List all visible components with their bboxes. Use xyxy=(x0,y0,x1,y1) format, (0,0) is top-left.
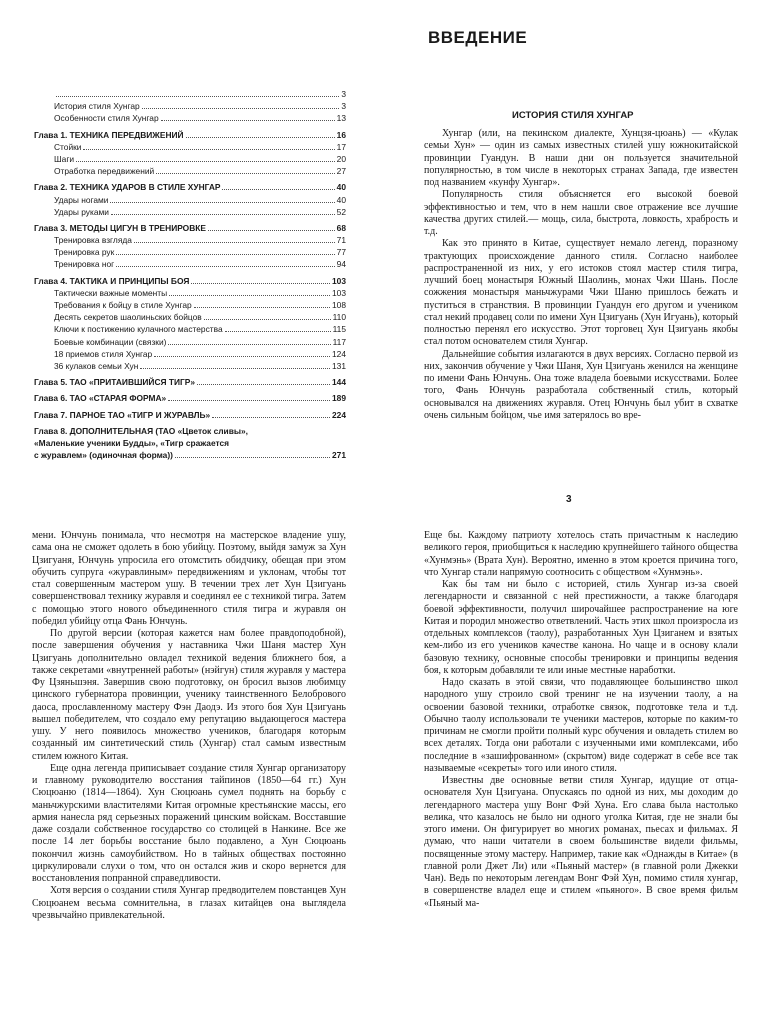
toc-entry-page: 77 xyxy=(336,247,346,258)
toc-entry-page: 103 xyxy=(332,287,346,298)
paragraph: Хотя версия о создании стиля Хунгар предводителем повстанцев Хун Сюцюанем весьма сомнительна, в глазах китайцев она выглядела чрезвычайно привлекательной. xyxy=(32,885,346,921)
toc-entry xyxy=(34,336,346,348)
toc-entry-label: Удары ногами xyxy=(54,194,109,205)
toc-entry xyxy=(34,258,346,270)
toc-entry-label: Глава 4. ТАКТИКА И ПРИНЦИПЫ БОЯ xyxy=(34,275,190,286)
toc-chapter-8 xyxy=(34,425,346,462)
toc-chapter xyxy=(34,409,346,421)
toc-chapter xyxy=(34,129,346,141)
toc-entry-label: Глава 3. МЕТОДЫ ЦИГУН В ТРЕНИРОВКЕ xyxy=(34,222,206,233)
toc-entry xyxy=(34,323,346,335)
toc-entry xyxy=(34,100,346,112)
toc-entry xyxy=(34,141,346,153)
toc-dots xyxy=(142,108,340,109)
text-column-lower-right xyxy=(424,530,738,910)
toc-entry xyxy=(34,287,346,299)
table-of-contents xyxy=(34,88,346,461)
toc-entry-label: Тренировка ног xyxy=(54,259,115,270)
paragraph: мени. Юнчунь понимала, что несмотря на мастерское владение ушу, сама она не сможет одолеть в бою убийцу. Поэтому, выйдя замуж за Хун Цзигуаня, Юнчунь упросила его отомстить обидчику, обещая при этом обучить супруга «журавлиным» передвижениям и уклонам, чтобы тот стал совершенным мастером ушу. В течении трех лет Хун Цзигуань совершенствовал технику журавля и соединял ее с техникой тигра. Затем с помощью этого нового объединенного стиля тигра и журавля он победил убийцу отца Фань Юнчунь. xyxy=(32,530,346,627)
toc-entry xyxy=(34,206,346,218)
toc-entry-page: 52 xyxy=(336,206,346,217)
toc-entry-label: Стойки xyxy=(54,141,82,152)
toc-entry-label-line1: Глава 8. ДОПОЛНИТЕЛЬНАЯ (ТАО «Цветок сливы», xyxy=(34,425,248,436)
toc-chapter xyxy=(34,376,346,388)
toc-chapter xyxy=(34,275,346,287)
toc-dots xyxy=(83,149,334,150)
toc-entry-label: Боевые комбинации (связки) xyxy=(54,336,167,347)
page-number: 3 xyxy=(566,494,572,505)
paragraph: Хунгар (или, на пекинском диалекте, Хунцзя-цюань) — «Кулак семьи Хун» — один из самых известных стилей ушу южнокитайской провинции Гуандун. В наши дни он пользуется значительной популярностью, в том числе в некоторых странах Запада, где известен под названием «кунфу Хунгар». xyxy=(424,128,738,188)
toc-entry-last-line xyxy=(34,449,346,461)
toc-entry-label: 18 приемов стиля Хунгар xyxy=(54,348,153,359)
toc-dots xyxy=(116,254,334,255)
toc-entry-page: 3 xyxy=(341,89,346,99)
toc-entry xyxy=(34,112,346,124)
toc-chapter xyxy=(34,181,346,193)
toc-entry-page: 94 xyxy=(336,259,346,270)
toc-dots xyxy=(134,242,335,243)
toc-entry-page: 103 xyxy=(332,275,346,286)
toc-entry xyxy=(34,165,346,177)
paragraph: Известны две основные ветви стиля Хунгар, идущие от отца-основателя Хун Цзигуана. Опускаясь по одной из них, мы доходим до легендарного мастера ушу Вонг Фэй Хуна. Его слава была настолько велика, что казалось не было ни одного уголка Китая, где не знали бы этого имени. Он фигурирует во многих романах, пьесах и фильмах. Я думаю, что наши читатели в своем большинстве видели фильмы, посвященные этому мастеру. Например, такие как «Однажды в Китае» (в главной роли Джет Ли) или «Пьяный мастер» (в главной роли Джекки Чан). Ведь по некоторым легендам Вонг Фэй Хун, помимо стиля хунгар, в совершенстве владел еще и стилем «пьяного». В свое время фильм «Пьяный ма- xyxy=(424,775,738,909)
toc-dots xyxy=(56,96,339,97)
toc-dots xyxy=(197,384,330,385)
toc-entry-page: 108 xyxy=(332,300,346,310)
toc-entry-label-line3: с журавлем» (одиночная форма)) xyxy=(34,450,173,461)
toc-dots xyxy=(116,266,334,267)
toc-entry xyxy=(34,88,346,100)
toc-entry-page: 16 xyxy=(336,129,346,140)
toc-entry-page: 40 xyxy=(336,182,346,193)
toc-dots xyxy=(208,230,335,231)
toc-entry-page: 115 xyxy=(332,324,346,335)
toc-entry-page: 40 xyxy=(336,194,346,205)
toc-dots xyxy=(204,319,331,320)
toc-entry-page: 3 xyxy=(341,101,346,112)
toc-entry-page: 117 xyxy=(332,336,346,347)
toc-entry-label: Глава 7. ПАРНОЕ ТАО «ТИГР И ЖУРАВЛЬ» xyxy=(34,409,211,420)
paragraph: Надо сказать в этой связи, что подавляющее большинство школ народного ушу строило свой тренинг не на изучении таолу, а на освоении базовой техники, отработке связок, подготовке тела и т.д. Обычно таолу использовали те ученики мастеров, которые по каким-то причинам не смогли пройти полный курс обучения и овладеть стилем во всех деталях. Тогда они работали с изученными ими комплексами, ибо последние в «зашифрованном» (скрытом) виде содержат в себе все так называемые «секреты» того или иного стиля. xyxy=(424,677,738,774)
toc-entry-label-line2: «Маленькие ученики Будды», «Тигр сражается xyxy=(34,437,230,448)
toc-entry-page: 144 xyxy=(332,377,346,388)
toc-entry-label: Десять секретов шаолиньских бойцов xyxy=(54,312,202,323)
toc-entry-page: 13 xyxy=(336,113,346,124)
toc-entry-label: Тренировка рук xyxy=(54,247,115,258)
toc-dots xyxy=(140,368,330,369)
toc-entry-page: 17 xyxy=(336,141,346,152)
toc-entry-label: Шаги xyxy=(54,153,75,164)
toc-entry-label: Тактически важные моменты xyxy=(54,287,168,298)
paragraph: Дальнейшие события излагаются в двух версиях. Согласно первой из них, закончив обучение у Чжи Шаня, Хун Цзигуань женился на женщине по имени Фань Юнчунь. Она тоже владела боевыми искусствами. Более того, Фань Юнчунь разработала собственный стиль, который основывался на движениях журавля. Отец Юнчунь был убит в схватке очень сильным бойцом, чье имя затерялось во вре- xyxy=(424,348,738,421)
toc-entry-page: 224 xyxy=(332,409,346,420)
toc-dots xyxy=(191,283,330,284)
text-column-upper-right xyxy=(424,128,738,422)
toc-entry-label: Требования к бойцу в стиле Хунгар xyxy=(54,300,192,310)
toc-entry-page: 20 xyxy=(336,153,346,164)
toc-entry-page: 124 xyxy=(332,348,346,359)
toc-entry-label: Удары руками xyxy=(54,206,109,217)
toc-entry xyxy=(34,194,346,206)
toc-chapter xyxy=(34,222,346,234)
toc-dots xyxy=(175,457,330,458)
toc-entry xyxy=(34,299,346,311)
toc-dots xyxy=(154,356,330,357)
toc-entry-page: 271 xyxy=(332,450,346,461)
toc-entry-page: 189 xyxy=(332,393,346,404)
paragraph: Как это принято в Китае, существует немало легенд, поразному трактующих происхождение данного стиля. Согласно наиболее распространенной из них, у его истоков стоял мастер стиля тигра, лучший боец монастыря Южный Шаолинь, монах Чжи Шань. После сожжения монастыря маньчжурами Чжи Шаню пришлось бежать и пуститься в странствия. В провинции Гуандун его другом и учеником стал некий продавец соли по имени Хун Цзигуань (Хун Игуань), который полностью перенял его искусство. Этот торговец Хун Цзигуань якобы стал потом основателем стиля Хунгар. xyxy=(424,238,738,348)
toc-entry xyxy=(34,153,346,165)
toc-dots xyxy=(169,295,330,296)
toc-dots xyxy=(111,214,335,215)
toc-entry-label: История стиля Хунгар xyxy=(54,101,140,112)
toc-chapter xyxy=(34,392,346,404)
toc-dots xyxy=(222,189,334,190)
toc-entry-label: Глава 5. ТАО «ПРИТАИВШИЙСЯ ТИГР» xyxy=(34,377,195,388)
toc-entry xyxy=(34,360,346,372)
toc-entry xyxy=(34,311,346,323)
paragraph: По другой версии (которая кажется нам более правдоподобной), после завершения обучения у наставника Чжи Шаня мастер Хун Цзигуань дополнительно овладел техникой ведения ближнего боя, а также секретами «внутренней работы» (нэйгун) стиля журавля у мастера Фу Цзяньшэня. Завершив свою подготовку, он бросил вызов любимцу цинского губернатора провинции, ученику таинственного Белобрового даоса, прославленному мастеру Фэн Даодэ. Из этого боя Хун Цзигуань вышел победителем, что создало ему репутацию выдающегося мастера ушу. У него появилось множество учеников, благодаря которым созданный им синтетический стиль (Хунгар) стал самым известным стилем южного Китая. xyxy=(32,628,346,762)
section-title: ИСТОРИЯ СТИЛЯ ХУНГАР xyxy=(512,110,634,121)
paragraph: Еще одна легенда приписывает создание стиля Хунгар организатору и главному руководителю восстания тайпинов (1850—64 гг.) Хун Сюцюаню (1814—1864). Хун Сюцюань сумел поднять на борьбу с маньчжурскими властителями Китая огромные крестьянские массы, его армия нанесла ряд серьезных поражений цинским войскам. Восставшие даже создали собственное государство со столицей в Нанкине. Все же после 14 лет борьбы восстание было подавлено, а Хун Сюцюань покончил жизнь самоубийством. Но в тайных обществах постоянно циркулировали слухи о том, что он остался жив и скоро вернется для восстановления попранной справедливости. xyxy=(32,762,346,884)
page-title: ВВЕДЕНИЕ xyxy=(428,28,528,47)
toc-entry xyxy=(34,348,346,360)
toc-entry-label: Глава 1. ТЕХНИКА ПЕРЕДВИЖЕНИЙ xyxy=(34,129,184,140)
toc-dots xyxy=(186,137,335,138)
toc-entry-label: Особенности стиля Хунгар xyxy=(54,113,159,124)
toc-entry-label: Отработка передвижений xyxy=(54,166,155,177)
toc-entry-page: 27 xyxy=(336,166,346,177)
toc-dots xyxy=(168,344,330,345)
toc-entry-label: 36 кулаков семьи Хун xyxy=(54,360,139,371)
toc-entry xyxy=(34,234,346,246)
paragraph: Популярность стиля объясняется его высокой боевой эффективностью и тем, что в нем нашли свое отражение все лучшие качества других стилей.— мощь, сила, быстрота, ловкость, храбрость и т.д. xyxy=(424,189,738,237)
toc-dots xyxy=(212,417,330,418)
toc-dots xyxy=(76,161,335,162)
toc-dots xyxy=(110,202,334,203)
toc-entry-label: Глава 2. ТЕХНИКА УДАРОВ В СТИЛЕ ХУНГАР xyxy=(34,182,221,193)
toc-entry-page: 71 xyxy=(336,235,346,246)
paragraph: Еще бы. Каждому патриоту хотелось стать причастным к наследию великого героя, приобщиться к наследию крупнейшего тайного общества «Хунмэнь» (Врата Хун). Вероятно, именно в этом кроется причина того, что Хунгар стали напрямую соотносить с обществом «Хунмэнь». xyxy=(424,530,738,578)
toc-dots xyxy=(225,331,331,332)
toc-entry-page: 131 xyxy=(332,360,346,371)
text-column-lower-left xyxy=(32,530,346,922)
toc-dots xyxy=(168,400,330,401)
toc-entry-label: Тренировка взгляда xyxy=(54,235,132,246)
toc-entry-label: Ключи к постижению кулачного мастерства xyxy=(54,324,223,335)
toc-entry-page: 68 xyxy=(336,222,346,233)
toc-entry xyxy=(34,246,346,258)
toc-dots xyxy=(161,120,335,121)
toc-dots xyxy=(156,173,334,174)
toc-dots xyxy=(194,307,330,308)
toc-entry-label: Глава 6. ТАО «СТАРАЯ ФОРМА» xyxy=(34,393,167,404)
paragraph: Как бы там ни было с историей, стиль Хунгар из-за своей легендарности и связанной с ней престижности, а также благодаря боевой эффективности, получил широчайшее распространение на юге Китая и породил множество ответвлений. Часть этих школ произросла из отдельных комплексов (таолу), разработанных Хун Цзиганем и взятых кем-либо из его учеников качестве канона. Но чаще и в основу клали базовую технику, основные способы тренировки и принципы ведения боя, к которым добавляли те или иные местные наработки. xyxy=(424,579,738,676)
toc-entry-page: 110 xyxy=(332,312,346,323)
